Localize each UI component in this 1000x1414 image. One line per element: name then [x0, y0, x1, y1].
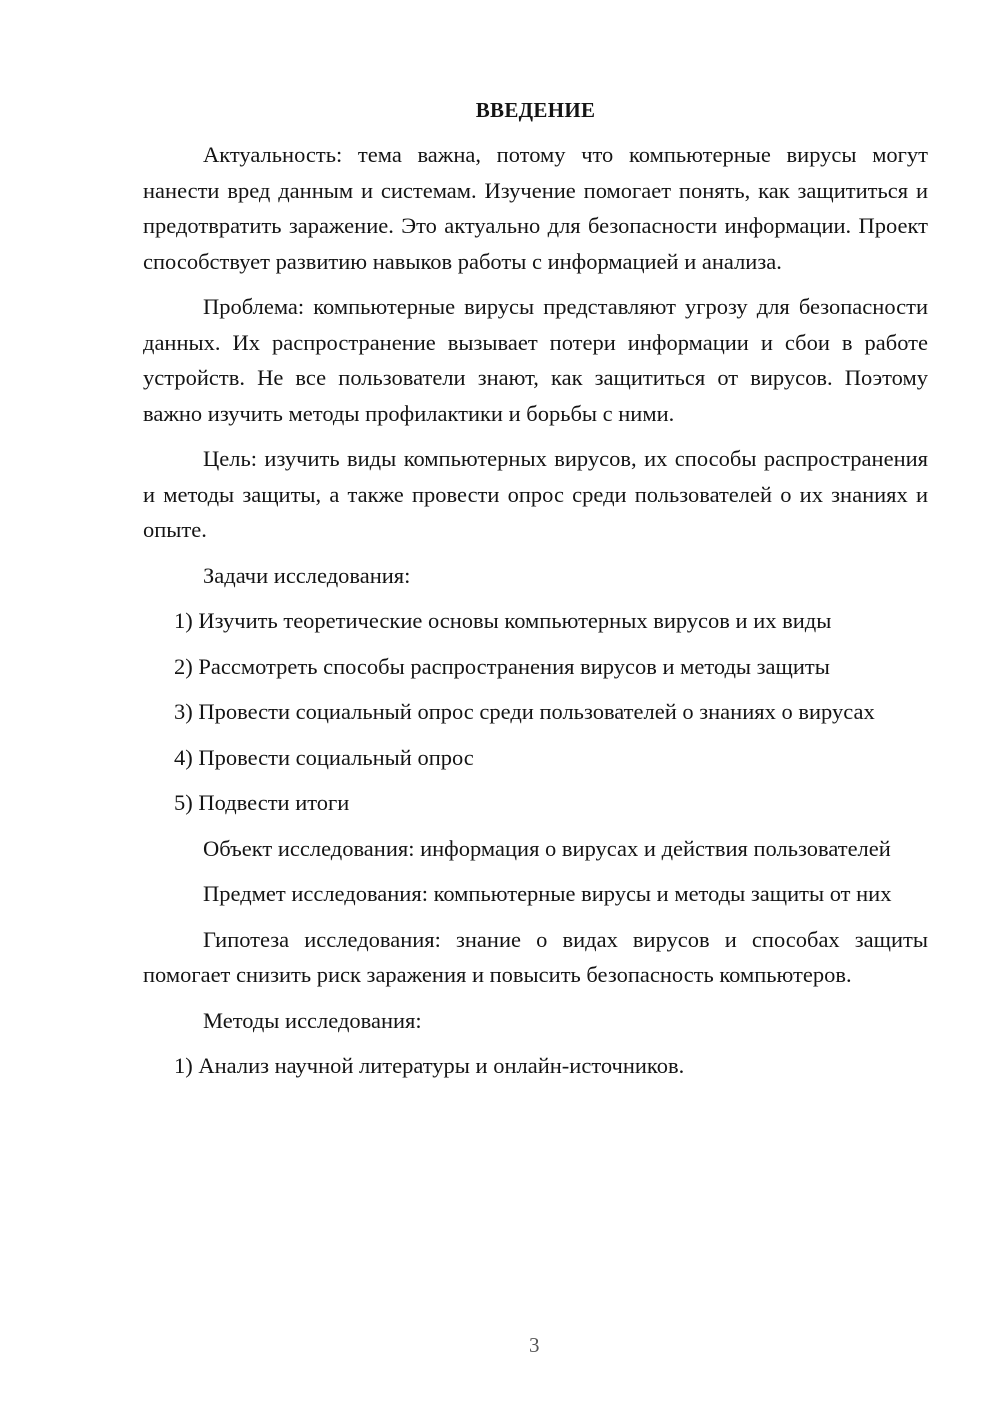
method-item-1: 1) Анализ научной литературы и онлайн-источников.	[174, 1053, 685, 1078]
task-item-1: 1) Изучить теоретические основы компьютерных вирусов и их виды	[174, 608, 832, 633]
task-item-3: 3) Провести социальный опрос среди пользователей о знаниях о вирусах	[174, 699, 875, 724]
paragraph-problem: Проблема: компьютерные вирусы представляют угрозу для безопасности данных. Их распространение вызывает потери информации и сбои в работе устройств. Не все пользователи знают, как защититься от вирусов. Поэтому важно изучить методы профилактики и борьбы с ними.	[143, 294, 928, 426]
paragraph-hypothesis: Гипотеза исследования: знание о видах вирусов и способах защиты помогает снизить риск заражения и повысить безопасность компьютеров.	[143, 926, 928, 987]
page-content	[143, 95, 928, 1094]
methods-heading: Методы исследования:	[203, 1007, 422, 1033]
paragraph-subject: Предмет исследования: компьютерные вирусы и методы защиты от них	[203, 881, 892, 906]
section-heading: ВВЕДЕНИЕ	[475, 98, 596, 122]
paragraph-object: Объект исследования: информация о вирусах и действия пользователей	[203, 835, 891, 861]
page-number: 3	[529, 1333, 540, 1357]
task-item-4: 4) Провести социальный опрос	[174, 744, 474, 770]
task-item-2: 2) Рассмотреть способы распространения вирусов и методы защиты	[174, 653, 830, 679]
tasks-heading: Задачи исследования:	[203, 562, 411, 588]
task-item-5: 5) Подвести итоги	[174, 790, 350, 815]
paragraph-relevance: Актуальность: тема важна, потому что компьютерные вирусы могут нанести вред данным и системам. Изучение помогает понять, как защититься и предотвратить заражение. Это актуально для безопасности информации. Проект способствует развитию навыков работы с информацией и анализа.	[143, 142, 928, 274]
paragraph-goal: Цель: изучить виды компьютерных вирусов, их способы распространения и методы защиты, а также провести опрос среди пользователей о их знаниях и опыте.	[143, 446, 928, 542]
